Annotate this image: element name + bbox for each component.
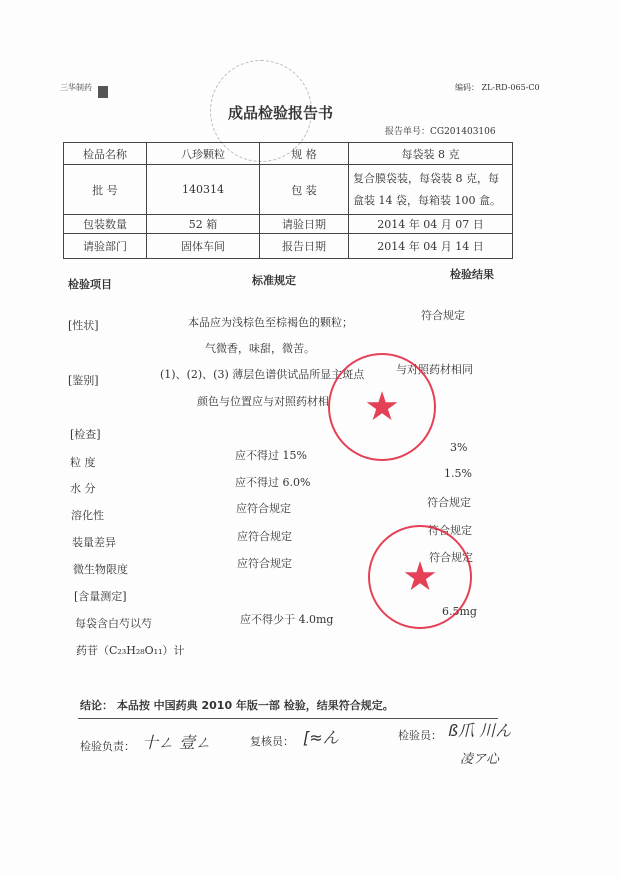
label-spec: 规 格	[260, 143, 349, 165]
dept: 固体车间	[147, 234, 260, 259]
standard: 颜色与位置应与对照药材相	[197, 395, 329, 408]
item: [性状]	[68, 319, 99, 332]
label-dept: 请验部门	[64, 234, 147, 259]
reviewer-label: 复核员：	[250, 735, 294, 748]
conclusion: 结论： 本品按 中国药典 2010 年版一部 检验，结果符合规定。	[80, 699, 394, 712]
result: 3%	[450, 441, 468, 454]
item: 每袋含白芍以芍	[75, 617, 152, 630]
standard: 气微香，味甜，微苦。	[205, 342, 315, 355]
divider	[78, 718, 498, 719]
label-qty: 包装数量	[64, 215, 147, 234]
col-standard: 标准规定	[252, 274, 296, 287]
red-company-stamp-1: ★	[328, 353, 436, 461]
item: [检查]	[70, 428, 101, 441]
result: 符合规定	[429, 551, 473, 564]
standard: 应不得过 6.0%	[235, 476, 311, 489]
standard: 应不得过 15%	[235, 449, 307, 462]
chief-label: 检验负责：	[80, 740, 135, 753]
standard: 应符合规定	[237, 530, 292, 543]
col-result: 检验结果	[450, 268, 494, 281]
info-table	[63, 142, 513, 259]
report-date: 2014 年 04 月 14 日	[349, 234, 513, 259]
company-logo: 三华制药	[60, 83, 92, 92]
label-report-date: 报告日期	[260, 234, 349, 259]
standard: 应符合规定	[237, 557, 292, 570]
doc-code: 编码： ZL-RD-065-C0	[455, 83, 540, 92]
item: 药苷（C₂₃H₂₈O₁₁）计	[76, 644, 185, 657]
label-name: 检品名称	[64, 143, 147, 165]
standard: 应符合规定	[236, 502, 291, 515]
item: [鉴别]	[68, 374, 99, 387]
result: 符合规定	[421, 309, 465, 322]
spec: 每袋装 8 克	[349, 143, 513, 165]
report-number: 报告单号：CG201403106	[385, 127, 496, 137]
batch-no: 140314	[147, 165, 260, 215]
label-request-date: 请验日期	[260, 215, 349, 234]
col-item: 检验项目	[68, 278, 112, 291]
item: 粒 度	[70, 456, 96, 469]
reviewer-signature: [≈ん	[303, 728, 339, 747]
result: 符合规定	[427, 496, 471, 509]
item: 水 分	[70, 482, 96, 495]
result: 1.5%	[444, 467, 472, 480]
standard: (1)、(2)、(3) 薄层色谱供试品所显主斑点	[160, 368, 365, 381]
product-name: 八珍颗粒	[147, 143, 260, 165]
standard: 应不得少于 4.0mg	[240, 613, 334, 626]
standard: 本品应为浅棕色至棕褐色的颗粒；	[188, 316, 353, 329]
item: 溶化性	[71, 509, 104, 522]
package: 复合膜袋装，每袋装 8 克，每盒装 14 袋，每箱装 100 盒。	[349, 165, 513, 215]
inspector-signature-2: 凌ア心	[460, 752, 500, 767]
result: 与对照药材相同	[396, 363, 473, 376]
inspector-label: 检验员：	[398, 729, 442, 742]
label-batch: 批 号	[64, 165, 147, 215]
label-package: 包 装	[260, 165, 349, 215]
red-company-stamp-2: ★	[368, 525, 472, 629]
item: [含量测定]	[74, 590, 127, 603]
inspector-signature: ß爪 川ん	[448, 721, 512, 740]
report-title: 成品检验报告书	[228, 104, 334, 122]
item: 装量差异	[72, 536, 116, 549]
logo-mark	[98, 86, 108, 98]
chief-signature: 十ㄥ 壹ㄥ	[142, 733, 212, 752]
item: 微生物限度	[73, 563, 128, 576]
result: 符合规定	[428, 524, 472, 537]
request-date: 2014 年 04 月 07 日	[349, 215, 513, 234]
qty: 52 箱	[147, 215, 260, 234]
result: 6.5mg	[442, 605, 477, 618]
